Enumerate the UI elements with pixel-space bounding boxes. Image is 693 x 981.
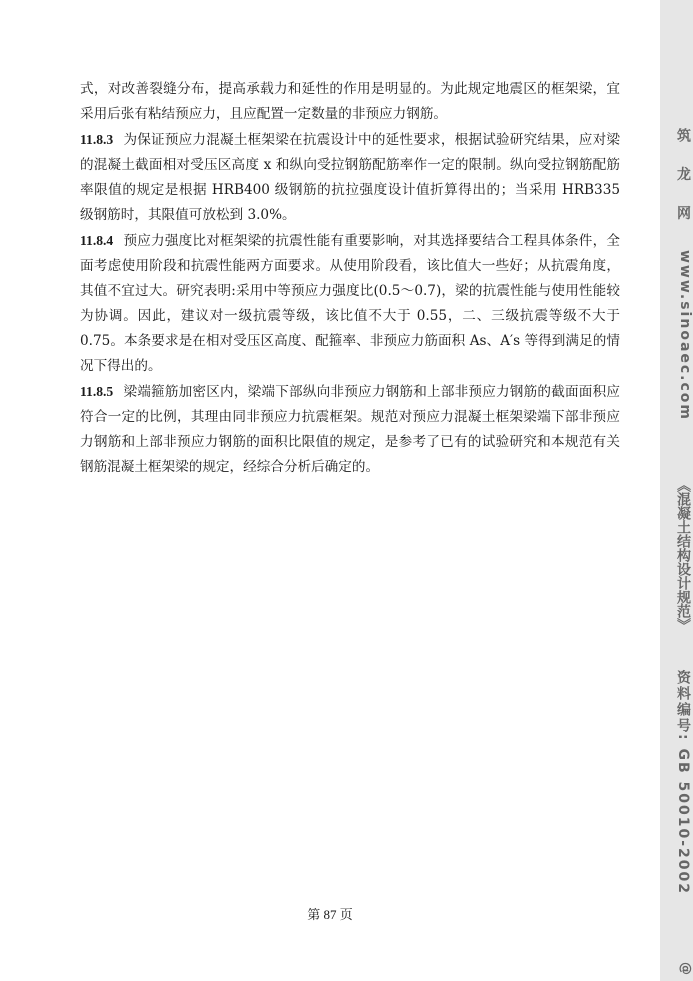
page-number: 第 87 页 xyxy=(307,907,353,922)
sidebar-site-name: 筑 龙 网 xyxy=(675,128,691,230)
sidebar-book-title: 《混凝土结构设计规范》 xyxy=(675,478,691,632)
sidebar-site-url: www.sinoaec.com xyxy=(677,250,693,422)
clause-number: 11.8.5 xyxy=(80,384,114,399)
sidebar-corner-symbol: @ xyxy=(678,962,693,975)
sidebar-doc-code: 资料编号: GB 50010-2002 xyxy=(675,670,691,895)
clause-text: 预应力强度比对框架梁的抗震性能有重要影响，对其选择要结合工程具体条件，全面考虑使用阶段和抗震性能两方面要求。从使用阶段看，该比值大一些好；从抗震角度，其值不宜过大。研究表明:采用中等预应力强度比(0.5～0.7)，梁的抗震性能与使用性能较为协调。因此，建议对一级抗震等级，该比值不大于 0.55，二、三级抗震等级不大于 0.75。本条要求是在相对受压区高度、配箍率、非预应力筋面积 As、A′s 等得到满足的情况下得出的。 xyxy=(80,233,620,374)
paragraph-text: 式，对改善裂缝分布，提高承载力和延性的作用是明显的。为此规定地震区的框架梁，宜采用后张有粘结预应力，且应配置一定数量的非预应力钢筋。 xyxy=(80,81,620,122)
clause-number: 11.8.4 xyxy=(80,233,114,248)
paragraph-continuation xyxy=(80,77,620,127)
document-body xyxy=(80,77,620,480)
clause-11-8-5 xyxy=(80,379,620,480)
watermark-sidebar xyxy=(660,0,693,981)
clause-11-8-3 xyxy=(80,127,620,228)
clause-text: 梁端箍筋加密区内，梁端下部纵向非预应力钢筋和上部非预应力钢筋的截面面积应符合一定的比例，其理由同非预应力抗震框架。规范对预应力混凝土框架梁端下部非预应力钢筋和上部非预应力钢筋的面积比限值的规定，是参考了已有的试验研究和本规范有关钢筋混凝土框架梁的规定，经综合分析后确定的。 xyxy=(80,384,620,475)
clause-number: 11.8.3 xyxy=(80,132,114,147)
clause-text: 为保证预应力混凝土框架梁在抗震设计中的延性要求，根据试验研究结果，应对梁的混凝土截面相对受压区高度 x 和纵向受拉钢筋配筋率作一定的限制。纵向受拉钢筋配筋率限值的规定是根据 HRB400 级钢筋的抗拉强度设计值折算得出的；当采用 HRB335 级钢筋时，其限值可放松到 3.0%。 xyxy=(80,132,620,223)
clause-11-8-4 xyxy=(80,228,620,379)
